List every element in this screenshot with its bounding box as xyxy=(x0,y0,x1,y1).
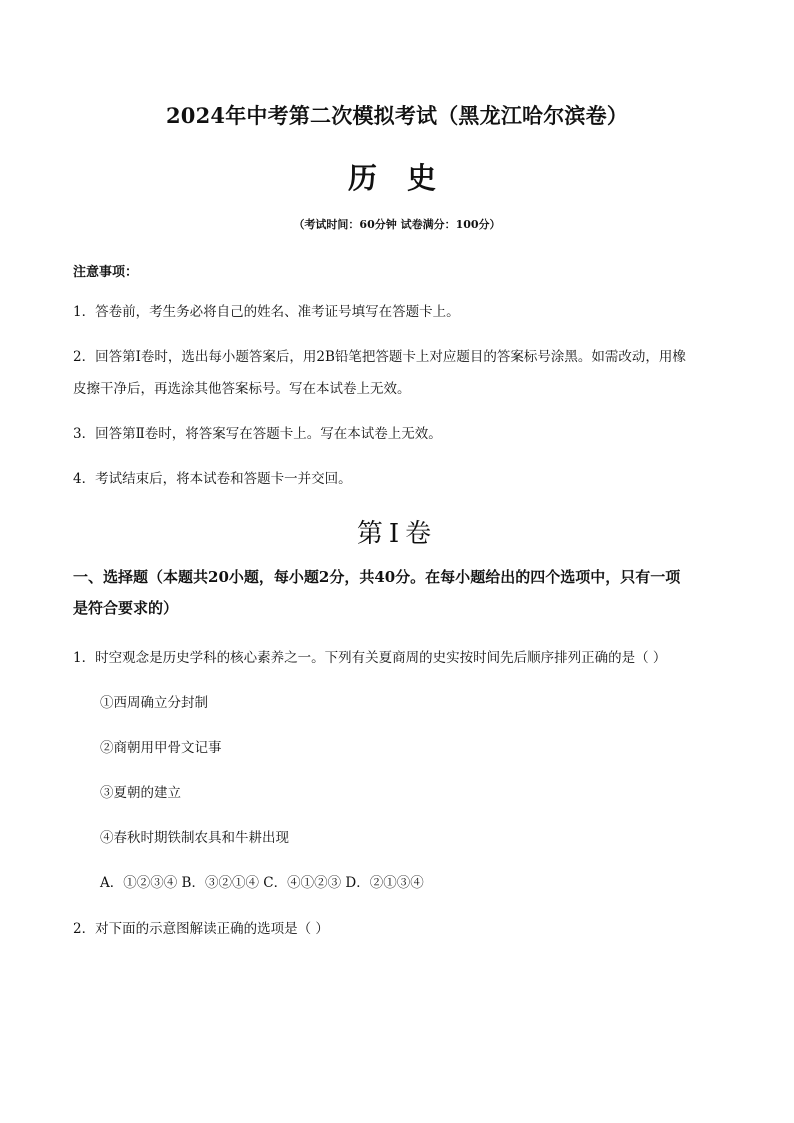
question-1-item-1: ①西周确立分封制 xyxy=(100,695,208,711)
document-title: 2024年中考第二次模拟考试（黑龙江哈尔滨卷） xyxy=(165,103,629,128)
question-2-stem: 2．对下面的示意图解读正确的选项是（ ） xyxy=(73,921,329,937)
section-heading-line-2: 是符合要求的） xyxy=(73,599,179,617)
question-1-item-3: ③夏朝的建立 xyxy=(100,785,181,801)
notice-item-2-line-2: 皮擦干净后，再选涂其他答案标号。写在本试卷上无效。 xyxy=(73,381,411,397)
section-heading-line-1: 一、选择题（本题共20小题，每小题2分，共40分。在每小题给出的四个选项中，只有一项 xyxy=(73,568,681,586)
subject-title: 历 史 xyxy=(347,161,447,195)
question-1-item-2: ②商朝用甲骨文记事 xyxy=(100,740,222,756)
question-1-item-4: ④春秋时期铁制农具和牛耕出现 xyxy=(100,830,289,846)
question-1-stem: 1．时空观念是历史学科的核心素养之一。下列有关夏商周的史实按时间先后顺序排列正确的是（ ） xyxy=(73,650,667,666)
notice-item-4: 4．考试结束后，将本试卷和答题卡一并交回。 xyxy=(73,471,352,487)
exam-info: （考试时间：60分钟 试卷满分：100分） xyxy=(293,218,501,231)
notice-item-2-line-1: 2．回答第Ⅰ卷时，选出每小题答案后，用2B铅笔把答题卡上对应题目的答案标号涂黑。如需改动，用橡 xyxy=(73,349,686,365)
section-title: 第Ⅰ卷 xyxy=(356,519,438,549)
notice-item-1: 1．答卷前，考生务必将自己的姓名、准考证号填写在答题卡上。 xyxy=(73,304,460,320)
notice-item-3: 3．回答第Ⅱ卷时，将答案写在答题卡上。写在本试卷上无效。 xyxy=(73,426,442,442)
question-1-choices: A．①②③④ B．③②①④ C．④①②③ D．②①③④ xyxy=(100,875,424,891)
notice-title: 注意事项： xyxy=(73,265,139,280)
